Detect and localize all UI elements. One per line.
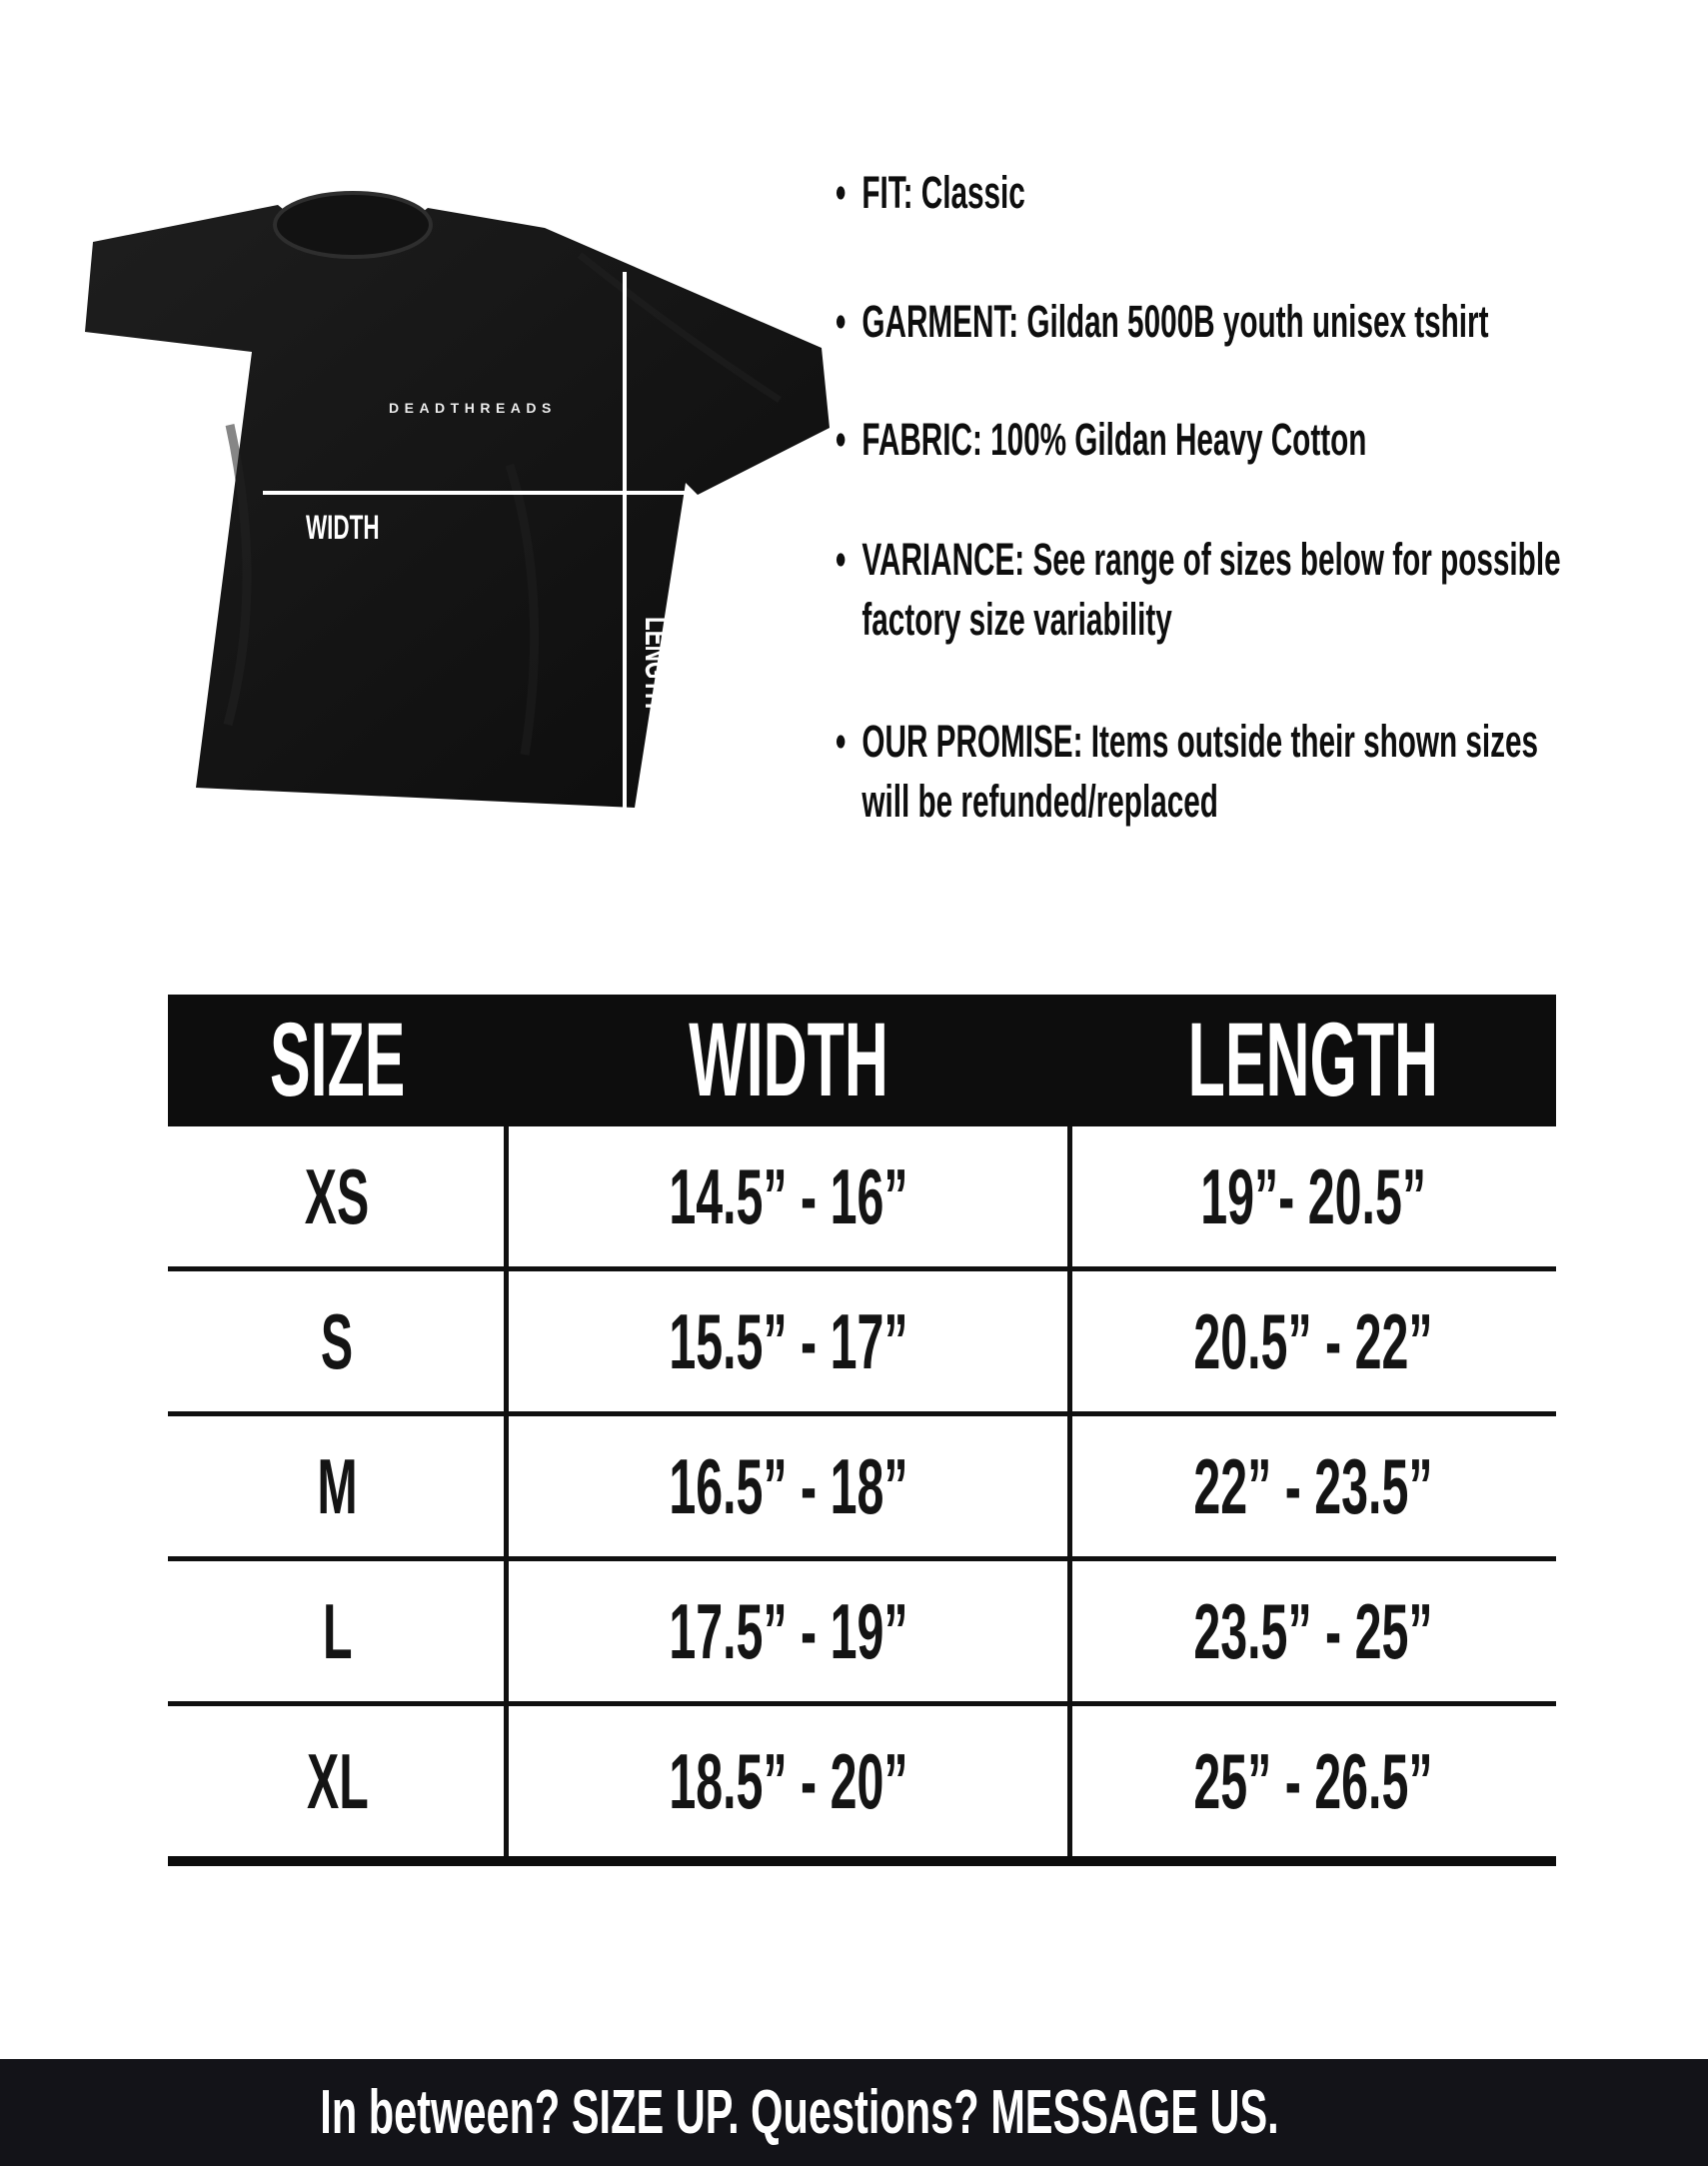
column-header-size bbox=[168, 995, 507, 1126]
length-cell bbox=[1070, 1271, 1556, 1411]
spec-bullet-list bbox=[836, 163, 1585, 832]
size-cell bbox=[168, 1271, 507, 1411]
list-item bbox=[836, 712, 1584, 832]
column-divider bbox=[504, 1126, 509, 1856]
length-value: 25” - 26.5” bbox=[1193, 1736, 1433, 1825]
length-cell bbox=[1070, 1706, 1556, 1856]
length-cell bbox=[1070, 1126, 1556, 1266]
list-item bbox=[836, 410, 1584, 470]
length-value: 23.5” - 25” bbox=[1193, 1586, 1433, 1675]
length-cell bbox=[1070, 1561, 1556, 1701]
column-header-width bbox=[507, 995, 1070, 1126]
bullet-dot-icon: • bbox=[836, 414, 847, 465]
column-header-size-label: SIZE bbox=[269, 1002, 406, 1118]
size-value: XS bbox=[305, 1151, 370, 1240]
width-value: 17.5” - 19” bbox=[669, 1586, 908, 1675]
table-row bbox=[168, 1271, 1556, 1416]
footer-bar bbox=[0, 2059, 1708, 2166]
spec-variance-line2: factory size variability bbox=[861, 594, 1172, 645]
width-cell bbox=[507, 1271, 1070, 1411]
spec-variance-line1: VARIANCE: See range of sizes below for possible bbox=[861, 534, 1561, 585]
length-value: 19”- 20.5” bbox=[1200, 1151, 1426, 1240]
bullet-dot-icon: • bbox=[836, 716, 847, 767]
list-item bbox=[836, 530, 1584, 650]
list-item bbox=[836, 292, 1584, 352]
size-chart-table bbox=[168, 995, 1556, 1866]
tshirt-illustration-svg bbox=[80, 165, 840, 820]
table-row bbox=[168, 1706, 1556, 1856]
size-cell bbox=[168, 1561, 507, 1701]
tshirt-body bbox=[85, 205, 830, 808]
column-header-length-label: LENGTH bbox=[1187, 1002, 1439, 1118]
width-value: 15.5” - 17” bbox=[669, 1296, 908, 1385]
spec-garment: GARMENT: Gildan 5000B youth unisex tshirt bbox=[861, 296, 1489, 347]
size-value: XL bbox=[306, 1736, 369, 1825]
size-cell bbox=[168, 1416, 507, 1556]
bullet-dot-icon: • bbox=[836, 296, 847, 347]
width-cell bbox=[507, 1561, 1070, 1701]
width-cell bbox=[507, 1416, 1070, 1556]
size-value: M bbox=[317, 1441, 358, 1530]
width-value: 14.5” - 16” bbox=[669, 1151, 908, 1240]
footer-message bbox=[0, 2059, 1599, 2166]
width-cell bbox=[507, 1706, 1070, 1856]
table-header-row bbox=[168, 995, 1556, 1126]
shirt-brand-text: DEADTHREADS bbox=[389, 400, 557, 416]
spec-fit: FIT: Classic bbox=[861, 167, 1025, 218]
length-value: 22” - 23.5” bbox=[1193, 1441, 1433, 1530]
table-row bbox=[168, 1561, 1556, 1706]
column-header-length bbox=[1070, 995, 1556, 1126]
spec-promise-line1: OUR PROMISE: Items outside their shown sizes bbox=[861, 716, 1539, 767]
size-value: L bbox=[322, 1586, 353, 1675]
list-item bbox=[836, 163, 1584, 223]
spec-fabric: FABRIC: 100% Gildan Heavy Cotton bbox=[861, 414, 1367, 465]
bullet-dot-icon: • bbox=[836, 534, 847, 585]
bullet-dot-icon: • bbox=[836, 167, 847, 218]
size-cell bbox=[168, 1706, 507, 1856]
length-measure-label: LENGTH bbox=[638, 617, 676, 710]
footer-message-text: In between? SIZE UP. Questions? MESSAGE US. bbox=[320, 2078, 1279, 2147]
column-header-width-label: WIDTH bbox=[689, 1002, 888, 1118]
table-body bbox=[168, 1126, 1556, 1866]
width-value: 16.5” - 18” bbox=[669, 1441, 908, 1530]
width-cell bbox=[507, 1126, 1070, 1266]
width-measure-label: WIDTH bbox=[306, 509, 380, 547]
width-value: 18.5” - 20” bbox=[669, 1736, 908, 1825]
tshirt-image bbox=[80, 165, 840, 820]
length-value: 20.5” - 22” bbox=[1193, 1296, 1433, 1385]
table-row bbox=[168, 1126, 1556, 1271]
column-divider bbox=[1067, 1126, 1072, 1856]
size-cell bbox=[168, 1126, 507, 1266]
tshirt-collar bbox=[275, 193, 431, 257]
spec-promise-line2: will be refunded/replaced bbox=[861, 776, 1218, 827]
table-row bbox=[168, 1416, 1556, 1561]
length-cell bbox=[1070, 1416, 1556, 1556]
size-value: S bbox=[321, 1296, 354, 1385]
